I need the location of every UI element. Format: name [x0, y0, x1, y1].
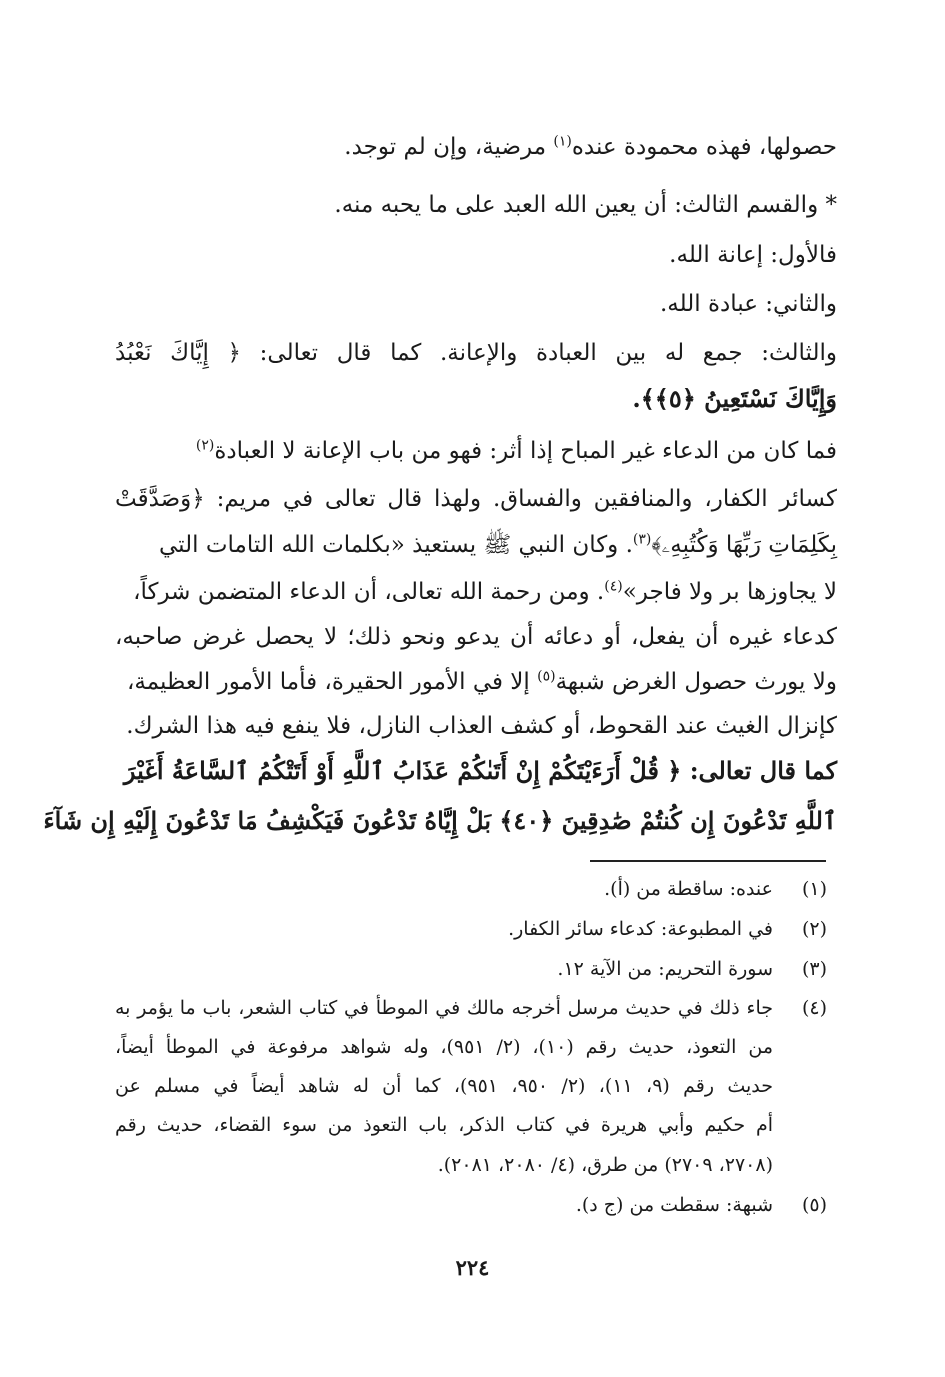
footnote-number: (٥) [801, 1194, 827, 1216]
footnote-4-line-5: (٢٧٠٨، ٢٧٠٩) من طرق، (٤/ ٢٠٨٠، ٢٠٨١). [437, 1154, 773, 1176]
quran-verse-line-2: كما قال تعالى: ﴿ قُلْ أَرَءَيْتَكُمْ إِنْ أَتَىٰكُمْ عَذَابُ ٱللَّهِ أَوْ أَتَتْكُمُ ٱلسَّاعَةُ أَغَيْرَ [123, 756, 837, 785]
text-line-5: والثالث: جمع له بين العبادة والإعانة. كما قال تعالى: ﴿ إِيَّاكَ نَعْبُدُ [115, 340, 837, 366]
footnote-4-line-2: من التعوذ، حديث رقم (١٠)، (٢/ ٩٥١)، وله شواهد مرفوعة في الموطأ أيضاً، [115, 1036, 773, 1058]
text-line-7: فما كان من الدعاء غير المباح إذا أثر: فهو من باب الإعانة لا العبادة$^{(٢)}$ [195, 437, 837, 464]
footnote-ref-3[interactable]: (٣) [632, 531, 652, 548]
text-line-3: فالأول: إعانة الله. [669, 242, 837, 268]
quran-verse-line: وَإِيَّاكَ نَسْتَعِينُ ﴿٥﴾﴾. [632, 384, 837, 413]
footnote-number: (٣) [801, 958, 827, 980]
footnote-5 [115, 1192, 827, 1220]
page-number: ٢٢٤ [455, 1255, 490, 1280]
footnote-text: في المطبوعة: كدعاء سائر الكفار. [508, 918, 773, 940]
footnote-text: شبهة: سقطت من (ج د). [575, 1194, 773, 1216]
footnote-4-line-3: حديث رقم (٩، ١١)، (٢/ ٩٥٠، ٩٥١)، كما أن له شاهد أيضاً في مسلم عن [115, 1075, 774, 1097]
footnote-4 [115, 995, 827, 1023]
footnote-ref-2[interactable]: (٢) [195, 437, 215, 454]
quran-verse-line-3: ٱللَّهِ تَدْعُونَ إِن كُنتُمْ صَٰدِقِينَ ﴿٤٠﴾ بَلْ إِيَّاهُ تَدْعُونَ فَيَكْشِفُ مَا تَدْعُونَ إِلَيْهِ إِن شَآءَ [43, 806, 837, 835]
footnote-4-line-4: أم حكيم وأبي هريرة في كتاب الذكر، باب التعوذ من سوء القضاء، حديث رقم [115, 1114, 773, 1136]
text-line-10: لا يجاوزها بر ولا فاجر»$^{(٤)}$. ومن رحمة الله تعالى، أن الدعاء المتضمن شركاً، [133, 578, 837, 605]
footnote-text: جاء ذلك في حديث مرسل أخرجه مالك في الموطأ في كتاب الشعر، باب ما يؤمر به [115, 997, 773, 1019]
footnote-2 [115, 916, 827, 944]
footnote-separator [590, 860, 826, 862]
text-line-2: * والقسم الثالث: أن يعين الله العبد على ما يحبه منه. [334, 192, 837, 218]
footnote-ref-1[interactable]: (١) [553, 133, 572, 150]
text-line-11: كدعاء غيره أن يفعل، أو دعائه أن يدعو ونحو ذلك؛ لا يحصل غرض صاحبه، [115, 624, 837, 650]
footnote-3 [115, 956, 827, 984]
footnote-number: (٤) [801, 997, 827, 1019]
text-line-1: حصولها، فهذه محمودة عنده$^{(١)}$ مرضية، وإن لم توجد. [344, 133, 837, 160]
footnote-ref-5[interactable]: (٥) [537, 668, 556, 685]
footnote-number: (٢) [801, 918, 827, 940]
footnote-number: (١) [801, 878, 827, 900]
text-line-12: ولا يورث حصول الغرض شبهة$^{(٥)}$ إلا في الأمور الحقيرة، فأما الأمور العظيمة، [126, 668, 837, 695]
footnote-text: سورة التحريم: من الآية ١٢. [557, 958, 773, 980]
text-line-8: كسائر الكفار، والمنافقين والفساق. ولهذا قال تعالى في مريم: ﴿وَصَدَّقَتْ [115, 486, 837, 512]
text-line-9: بِكَلِمَاتِ رَبِّهَا وَكُتُبِهِۦ﴾$^{(٣)}$. وكان النبي ﷺ يستعيذ «بكلمات الله التامات التي [159, 531, 837, 558]
footnote-1 [115, 876, 827, 904]
footnote-text: عنده: ساقطة من (أ). [604, 878, 773, 900]
text-line-4: والثاني: عبادة الله. [659, 291, 837, 317]
text-line-13: كإنزال الغيث عند القحوط، أو كشف العذاب النازل، فلا ينفع فيه هذا الشرك. [126, 713, 837, 739]
footnote-ref-4[interactable]: (٤) [604, 578, 623, 595]
